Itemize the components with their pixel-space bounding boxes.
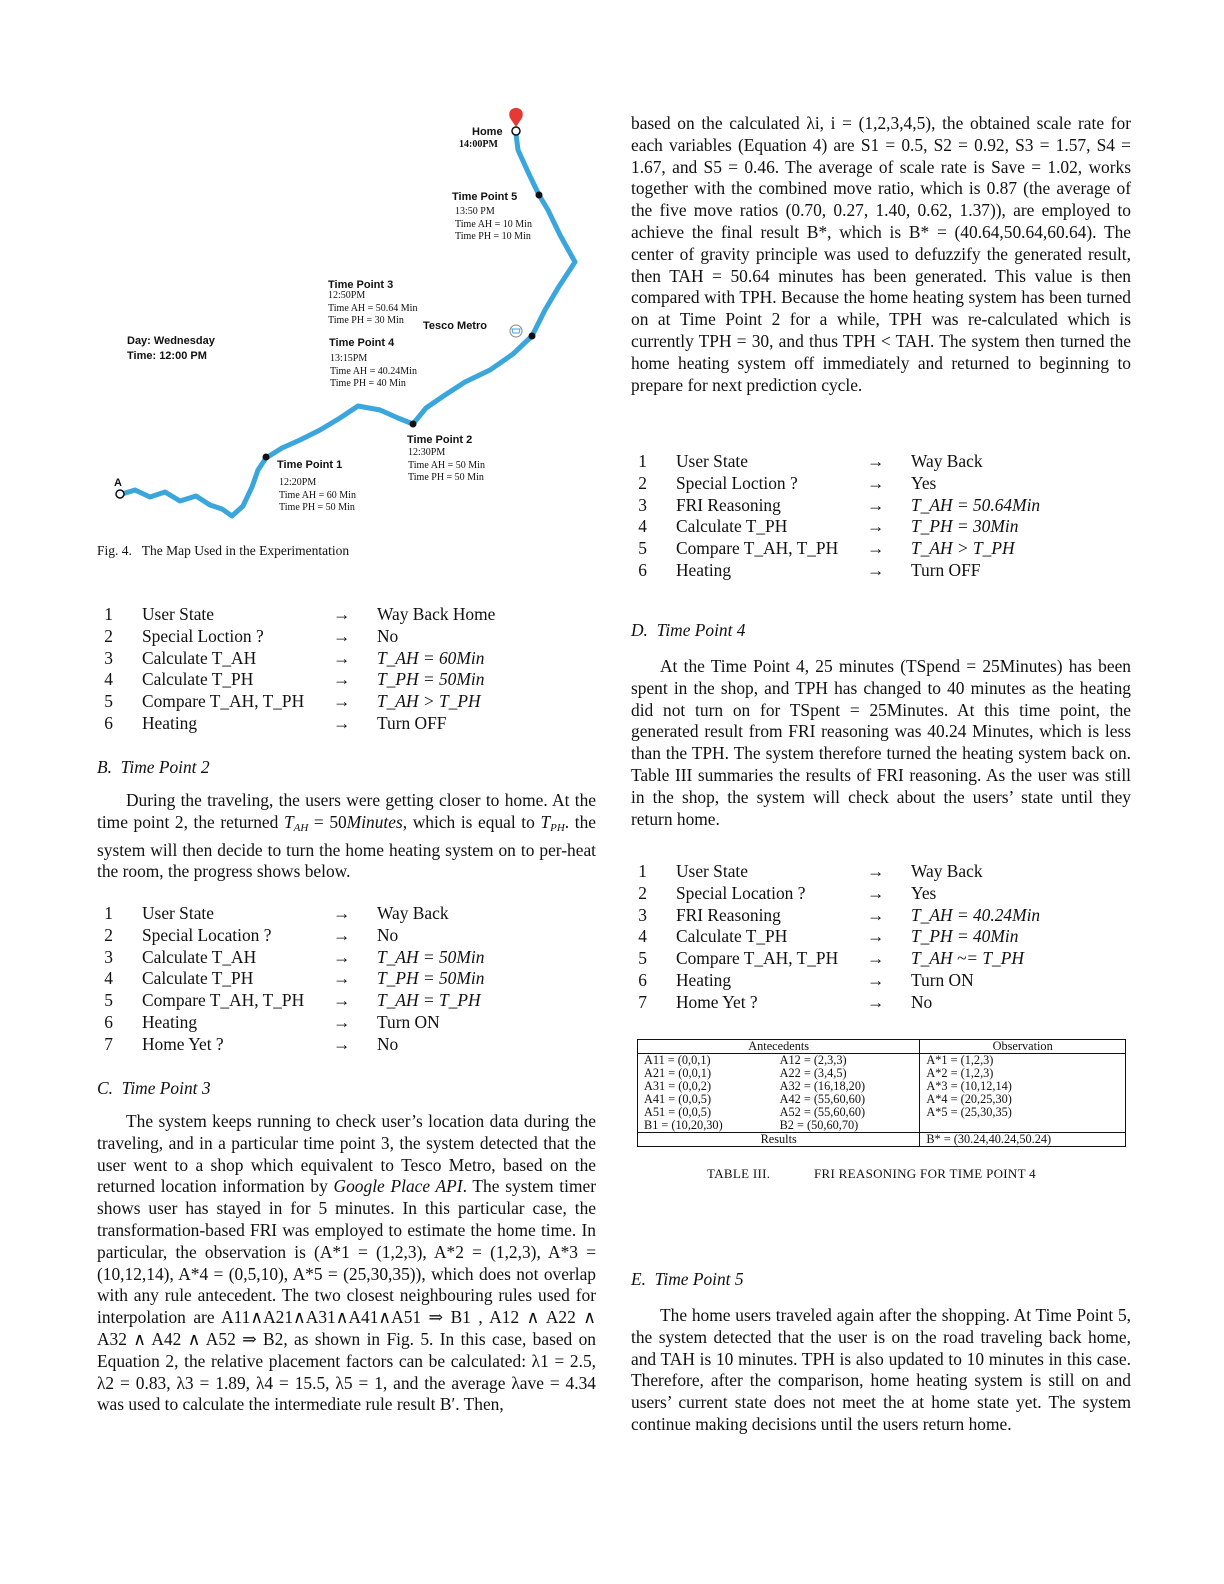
step-row xyxy=(631,992,1131,1014)
step-label: Compare T_AH, T_PH xyxy=(142,990,305,1011)
table-cell: A12 = (2,3,3) xyxy=(774,1054,920,1068)
table-row xyxy=(638,1054,1126,1068)
step-arrow: → xyxy=(333,712,351,733)
table-cell: A42 = (55,60,60) xyxy=(774,1093,920,1106)
step-label: Calculate T_PH xyxy=(676,926,788,947)
home-pin-icon xyxy=(509,108,523,127)
step-label: User State xyxy=(676,861,748,881)
step-arrow: → xyxy=(867,516,885,537)
step-row xyxy=(631,970,1131,992)
step-label: FRI Reasoning xyxy=(676,494,781,515)
start-circle xyxy=(116,490,124,498)
tp4-steps xyxy=(631,861,1131,1014)
table-cell: A*5 = (25,30,35) xyxy=(920,1106,1126,1119)
step-number: 7 xyxy=(638,991,647,1012)
table-cell: A21 = (0,0,1) xyxy=(638,1067,774,1080)
step-number: 4 xyxy=(638,926,647,947)
start-label: A xyxy=(114,477,122,489)
step-row xyxy=(631,516,1131,538)
step-result: No xyxy=(911,991,933,1012)
shop-icon xyxy=(510,325,522,337)
table-caption-number: TABLE III. xyxy=(707,1166,771,1181)
step-arrow: → xyxy=(333,903,351,923)
table-cell: A32 = (16,18,20) xyxy=(774,1080,920,1093)
step-arrow: → xyxy=(867,861,885,881)
table-head-observation: Observation xyxy=(920,1040,1126,1054)
tp4-label: Time Point 4 xyxy=(329,337,395,349)
step-number: 1 xyxy=(638,861,647,881)
step-label: Calculate T_PH xyxy=(142,968,254,989)
step-arrow: → xyxy=(333,968,351,989)
step-label: Heating xyxy=(142,712,198,733)
tp4-details: 13:15PM Time AH = 40.24Min Time PH = 40 Min xyxy=(330,353,417,389)
step-label: Calculate T_PH xyxy=(142,669,254,690)
step-result: T_AH = 50Min xyxy=(377,946,485,967)
step-number: 4 xyxy=(104,968,113,989)
step-label: FRI Reasoning xyxy=(676,904,781,925)
fri-table xyxy=(637,1039,1126,1147)
tp3-continuation-paragraph: based on the calculated λi, i = (1,2,3,4,5), the obtained scale rate for each variables (Equation 4) are S1 = 0.5, S2 = 0.92, S3 = 1.57, S4 = 1.67, and S5 = 0.46. The average of scale rate is Save = 1.02, works together with the combined move ratio, which is 0.87 (the average of the five move ratios (0.70, 0.27, 1.40, 0.62, 1.37)), are employed to achieve the final result B*, which is B* = (40.64,50.64,60.64). The center of gravity principle was used to defuzzify the generated result, then TAH = 50.64 minutes has been generated. This value is then compared with TPH. Because the home heating system has been turned on at Time Point 2 for a while, TPH was re-calculated which is currently TPH = 30, and thus TPH < TAH. The system then turned the home heating system off immediately and returned to beginning to prepare for next prediction cycle. xyxy=(631,113,1131,395)
step-result: T_PH = 40Min xyxy=(911,926,1019,947)
step-number: 2 xyxy=(104,625,113,646)
tp5-dot xyxy=(536,192,543,199)
step-number: 3 xyxy=(104,946,113,967)
step-result: No xyxy=(377,1033,399,1054)
step-label: Compare T_AH, T_PH xyxy=(142,691,305,712)
tp3-details: 12:50PM Time AH = 50.64 Min Time PH = 30 Min xyxy=(328,290,418,326)
step-result: Turn OFF xyxy=(377,712,447,733)
tp2-details: 12:30PM Time AH = 50 Min Time PH = 50 Min xyxy=(408,447,485,483)
step-result: Turn OFF xyxy=(911,559,981,580)
step-number: 6 xyxy=(104,712,113,733)
tp1-details: 12:20PM Time AH = 60 Min Time PH = 50 Min xyxy=(279,477,356,513)
step-label: Compare T_AH, T_PH xyxy=(676,948,839,969)
tp3-label: Time Point 3 xyxy=(328,279,394,291)
step-label: Compare T_AH, T_PH xyxy=(676,538,839,559)
step-number: 4 xyxy=(104,669,113,690)
step-row xyxy=(97,1012,596,1034)
step-result: T_AH = 50.64Min xyxy=(911,494,1041,515)
step-number: 5 xyxy=(104,990,113,1011)
step-row xyxy=(97,604,596,626)
step-row xyxy=(97,990,596,1012)
step-arrow: → xyxy=(333,604,351,624)
section-c-heading: C. Time Point 3 xyxy=(97,1078,211,1098)
table-results-value: B* = (30.24,40.24,50.24) xyxy=(920,1133,1126,1147)
step-result: Way Back xyxy=(911,451,983,471)
step-number: 2 xyxy=(104,924,113,945)
tp2-steps xyxy=(97,903,596,1056)
step-arrow: → xyxy=(867,969,885,990)
step-label: Home Yet ? xyxy=(142,1033,224,1054)
step-number: 1 xyxy=(104,903,113,923)
day-label: Day: Wednesday xyxy=(127,335,215,347)
table-cell: A*4 = (20,25,30) xyxy=(920,1093,1126,1106)
step-number: 6 xyxy=(104,1011,113,1032)
table-cell: A*2 = (1,2,3) xyxy=(920,1067,1126,1080)
step-row xyxy=(97,669,596,691)
step-result: Way Back xyxy=(377,903,449,923)
step-label: Special Location ? xyxy=(676,882,806,903)
step-row xyxy=(631,883,1131,905)
step-number: 6 xyxy=(638,559,647,580)
step-label: Special Loction ? xyxy=(676,472,798,493)
step-arrow: → xyxy=(333,625,351,646)
table-cell: A11 = (0,0,1) xyxy=(638,1054,774,1068)
step-arrow: → xyxy=(333,691,351,712)
step-number: 3 xyxy=(638,494,647,515)
table-cell: A22 = (3,4,5) xyxy=(774,1067,920,1080)
step-result: T_AH > T_PH xyxy=(911,538,1015,559)
step-row xyxy=(631,905,1131,927)
step-row xyxy=(631,926,1131,948)
section-d-paragraph: At the Time Point 4, 25 minutes (TSpend = 25Minutes) has been spent in the shop, and TPH has changed to 40 minutes as the heating did not turn on for TSpent = 25Minutes. At this time point, the generated result from FRI reasoning was 40.24 Minutes, which is less than the TPH. The system therefore turned the heating system back on. Table III summaries the results of FRI reasoning. As the user was still in the shop, the system will check about the users’ state until they return home. xyxy=(631,656,1131,829)
step-result: T_PH = 30Min xyxy=(911,516,1019,537)
step-row xyxy=(631,560,1131,582)
step-row xyxy=(97,968,596,990)
home-time: 14:00PM xyxy=(459,139,498,150)
step-arrow: → xyxy=(867,559,885,580)
home-label: Home xyxy=(472,126,503,138)
step-label: User State xyxy=(676,451,748,471)
step-row xyxy=(631,861,1131,883)
step-label: Calculate T_PH xyxy=(676,516,788,537)
step-label: Special Location ? xyxy=(142,924,272,945)
step-result: Turn ON xyxy=(911,969,974,990)
step-result: Yes xyxy=(911,472,937,493)
step-number: 7 xyxy=(104,1033,113,1054)
step-label: Calculate T_AH xyxy=(142,946,257,967)
step-row xyxy=(631,451,1131,473)
step-result: Way Back Home xyxy=(377,604,496,624)
step-arrow: → xyxy=(867,926,885,947)
step-arrow: → xyxy=(867,904,885,925)
step-number: 2 xyxy=(638,472,647,493)
tp1-label: Time Point 1 xyxy=(277,459,343,471)
tp2-dot xyxy=(410,421,417,428)
step-row xyxy=(97,626,596,648)
step-row xyxy=(97,713,596,735)
figure-caption: Fig. 4. The Map Used in the Experimentation xyxy=(97,543,350,558)
step-result: T_PH = 50Min xyxy=(377,669,485,690)
step-number: 1 xyxy=(104,604,113,624)
step-label: Home Yet ? xyxy=(676,991,758,1012)
step-result: No xyxy=(377,924,399,945)
step-row xyxy=(97,903,596,925)
shop-label: Tesco Metro xyxy=(423,320,487,332)
step-row xyxy=(97,691,596,713)
step-label: User State xyxy=(142,903,214,923)
step-label: Calculate T_AH xyxy=(142,647,257,668)
section-d-heading: D. Time Point 4 xyxy=(631,620,746,640)
step-number: 2 xyxy=(638,882,647,903)
table-cell: A*3 = (10,12,14) xyxy=(920,1080,1126,1093)
step-row xyxy=(97,1034,596,1056)
step-result: Yes xyxy=(911,882,937,903)
table-cell: A52 = (55,60,60) xyxy=(774,1106,920,1119)
step-arrow: → xyxy=(333,1033,351,1054)
step-result: T_PH = 50Min xyxy=(377,968,485,989)
step-number: 5 xyxy=(104,691,113,712)
tp1-dot xyxy=(263,454,270,461)
step-arrow: → xyxy=(867,991,885,1012)
section-b-heading: B. Time Point 2 xyxy=(97,757,210,777)
tp2-label: Time Point 2 xyxy=(407,434,473,446)
step-arrow: → xyxy=(867,472,885,493)
step-result: T_AH = T_PH xyxy=(377,990,481,1011)
step-arrow: → xyxy=(333,924,351,945)
step-arrow: → xyxy=(333,669,351,690)
tp5-details: 13:50 PM Time AH = 10 Min Time PH = 10 Min xyxy=(455,206,532,242)
step-arrow: → xyxy=(867,451,885,471)
step-number: 1 xyxy=(638,451,647,471)
step-label: Heating xyxy=(676,969,732,990)
table-caption-text: FRI REASONING FOR TIME POINT 4 xyxy=(814,1166,1036,1181)
table-head-antecedents: Antecedents xyxy=(638,1040,920,1054)
step-result: No xyxy=(377,625,399,646)
step-arrow: → xyxy=(333,647,351,668)
table-cell: A41 = (0,0,5) xyxy=(638,1093,774,1106)
table-cell: B2 = (50,60,70) xyxy=(774,1119,920,1133)
table-cell xyxy=(920,1119,1126,1133)
step-label: Heating xyxy=(142,1011,198,1032)
step-row xyxy=(631,948,1131,970)
section-e-heading: E. Time Point 5 xyxy=(631,1269,744,1289)
table-cell: A31 = (0,0,2) xyxy=(638,1080,774,1093)
step-row xyxy=(97,947,596,969)
tp5-label: Time Point 5 xyxy=(452,191,518,203)
step-number: 3 xyxy=(104,647,113,668)
step-arrow: → xyxy=(867,538,885,559)
step-label: User State xyxy=(142,604,214,624)
step-row xyxy=(631,473,1131,495)
step-result: T_AH = 60Min xyxy=(377,647,485,668)
step-arrow: → xyxy=(867,882,885,903)
step-row xyxy=(631,538,1131,560)
step-result: Way Back xyxy=(911,861,983,881)
table-cell: A*1 = (1,2,3) xyxy=(920,1054,1126,1068)
step-arrow: → xyxy=(333,1011,351,1032)
step-result: T_AH ~= T_PH xyxy=(911,948,1024,969)
step-arrow: → xyxy=(333,990,351,1011)
section-c-paragraph: The system keeps running to check user’s location data during the traveling, and in a particular time point 3, the system detected that the user went to a shop which equivalent to Tesco Metro, based on the returned location information by Google Place API. The system timer shows user has stayed in for 5 minutes. In this particular case, the transformation-based FRI was employed to estimate the home time. In particular, the observation is (A*1 = (1,2,3), A*2 = (1,2,3), A*3 = (10,12,14), A*4 = (0,5,10), A*5 = (25,30,35)), which does not overlap with any rule antecedent. The two closest neighbouring rules used for interpolation are A11∧A21∧A31∧A41∧A51 ⇒ B1 , A12 ∧ A22 ∧ A32 ∧ A42 ∧ A52 ⇒ B2, as shown in Fig. 5. In this case, based on Equation 2, the relative placement factors can be calculated: λ1 = 2.5, λ2 = 0.83, λ3 = 1.89, λ4 = 15.5, λ5 = 1, and the average λave = 4.34 was used to calculate the intermediate rule result B′. Then, xyxy=(97,1111,597,1415)
step-number: 5 xyxy=(638,538,647,559)
step-row xyxy=(97,925,596,947)
time-label: Time: 12:00 PM xyxy=(127,350,207,362)
step-number: 4 xyxy=(638,516,647,537)
tp4-dot xyxy=(529,333,536,340)
step-label: Heating xyxy=(676,559,732,580)
step-result: Turn ON xyxy=(377,1011,440,1032)
step-result: T_AH > T_PH xyxy=(377,691,481,712)
step-arrow: → xyxy=(867,494,885,515)
table-results-label: Results xyxy=(638,1133,920,1147)
home-circle xyxy=(512,127,520,135)
step-row xyxy=(97,648,596,670)
step-result: T_AH = 40.24Min xyxy=(911,904,1041,925)
table-cell: B1 = (10,20,30) xyxy=(638,1119,774,1133)
step-arrow: → xyxy=(333,946,351,967)
step-number: 6 xyxy=(638,969,647,990)
step-label: Special Loction ? xyxy=(142,625,264,646)
section-e-paragraph: The home users traveled again after the shopping. At Time Point 5, the system detected that the user is on the road traveling back home, and TAH is 10 minutes. TPH is also updated to 10 minutes in this case. Therefore, after the comparison, home heating system is still on and users’ current state does not meet the at home state yet. The system continue making decisions until the users return home. xyxy=(631,1305,1131,1434)
step-number: 3 xyxy=(638,904,647,925)
step-arrow: → xyxy=(867,948,885,969)
step-row xyxy=(631,495,1131,517)
table-cell: A51 = (0,0,5) xyxy=(638,1106,774,1119)
tp3-steps xyxy=(631,451,1131,582)
step-number: 5 xyxy=(638,948,647,969)
tp1-steps xyxy=(97,604,596,735)
table-row xyxy=(638,1119,1126,1133)
section-b-paragraph: During the traveling, the users were getting closer to home. At the time point 2, the returned $T_{AH}$ = 50Minutes, which is equal to $T_{PH}$. the system will then decide to turn the home heating system on to per-heat the room, the progress shows below. xyxy=(97,790,597,882)
